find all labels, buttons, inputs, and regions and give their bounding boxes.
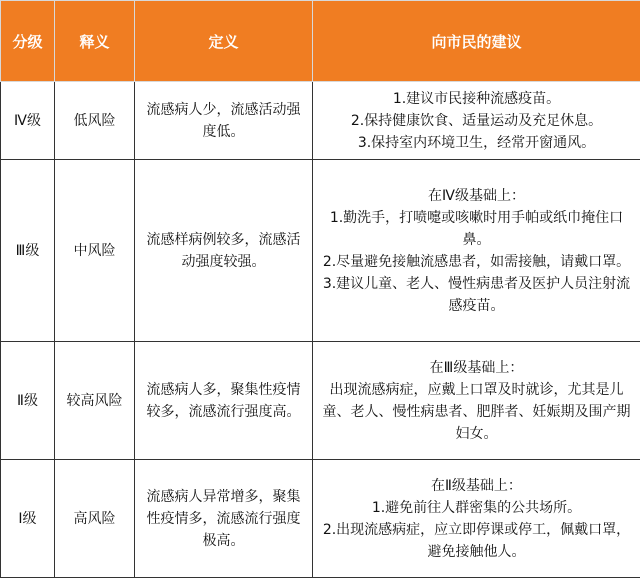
advice-item: 2.出现流感病症，应立即停课或停工，佩戴口罩，避免接触他人。 (317, 519, 636, 563)
meaning-cell: 较高风险 (55, 342, 135, 460)
definition-cell: 流感病人多，聚集性疫情较多，流感流行强度高。 (135, 342, 313, 460)
table-row (1, 82, 640, 160)
table-header-row (1, 1, 640, 82)
meaning-cell: 低风险 (55, 82, 135, 160)
grade-cell: Ⅲ级 (1, 160, 55, 342)
table-row (1, 160, 640, 342)
header-grade: 分级 (1, 1, 55, 82)
meaning-cell: 高风险 (55, 460, 135, 578)
advice-intro: 在Ⅲ级基础上： (317, 357, 636, 379)
header-meaning: 释义 (55, 1, 135, 82)
definition-cell: 流感病人少，流感活动强度低。 (135, 82, 313, 160)
advice-cell (313, 82, 640, 160)
header-advice: 向市民的建议 (313, 1, 640, 82)
advice-cell (313, 342, 640, 460)
advice-intro: 在Ⅱ级基础上： (317, 475, 636, 497)
advice-item: 2.尽量避免接触流感患者，如需接触，请戴口罩。 (317, 251, 636, 273)
header-definition: 定义 (135, 1, 313, 82)
definition-cell: 流感样病例较多，流感活动强度较强。 (135, 160, 313, 342)
grade-cell: Ⅰ级 (1, 460, 55, 578)
advice-cell (313, 460, 640, 578)
meaning-cell: 中风险 (55, 160, 135, 342)
definition-cell: 流感病人异常增多，聚集性疫情多，流感流行强度极高。 (135, 460, 313, 578)
advice-cell (313, 160, 640, 342)
advice-intro: 在Ⅳ级基础上： (317, 185, 636, 207)
advice-item: 3.建议儿童、老人、慢性病患者及医护人员注射流感疫苗。 (317, 273, 636, 317)
advice-item: 1.避免前往人群密集的公共场所。 (317, 497, 636, 519)
advice-item: 3.保持室内环境卫生，经常开窗通风。 (317, 132, 636, 154)
advice-item: 1.建议市民接种流感疫苗。 (317, 88, 636, 110)
grade-cell: Ⅳ级 (1, 82, 55, 160)
advice-item: 2.保持健康饮食、适量运动及充足休息。 (317, 110, 636, 132)
advice-item: 出现流感病症，应戴上口罩及时就诊，尤其是儿童、老人、慢性病患者、肥胖者、妊娠期及围产期妇女。 (317, 379, 636, 445)
advice-item: 1.勤洗手，打喷嚏或咳嗽时用手帕或纸巾掩住口鼻。 (317, 207, 636, 251)
table-row (1, 460, 640, 578)
table-row (1, 342, 640, 460)
grade-cell: Ⅱ级 (1, 342, 55, 460)
